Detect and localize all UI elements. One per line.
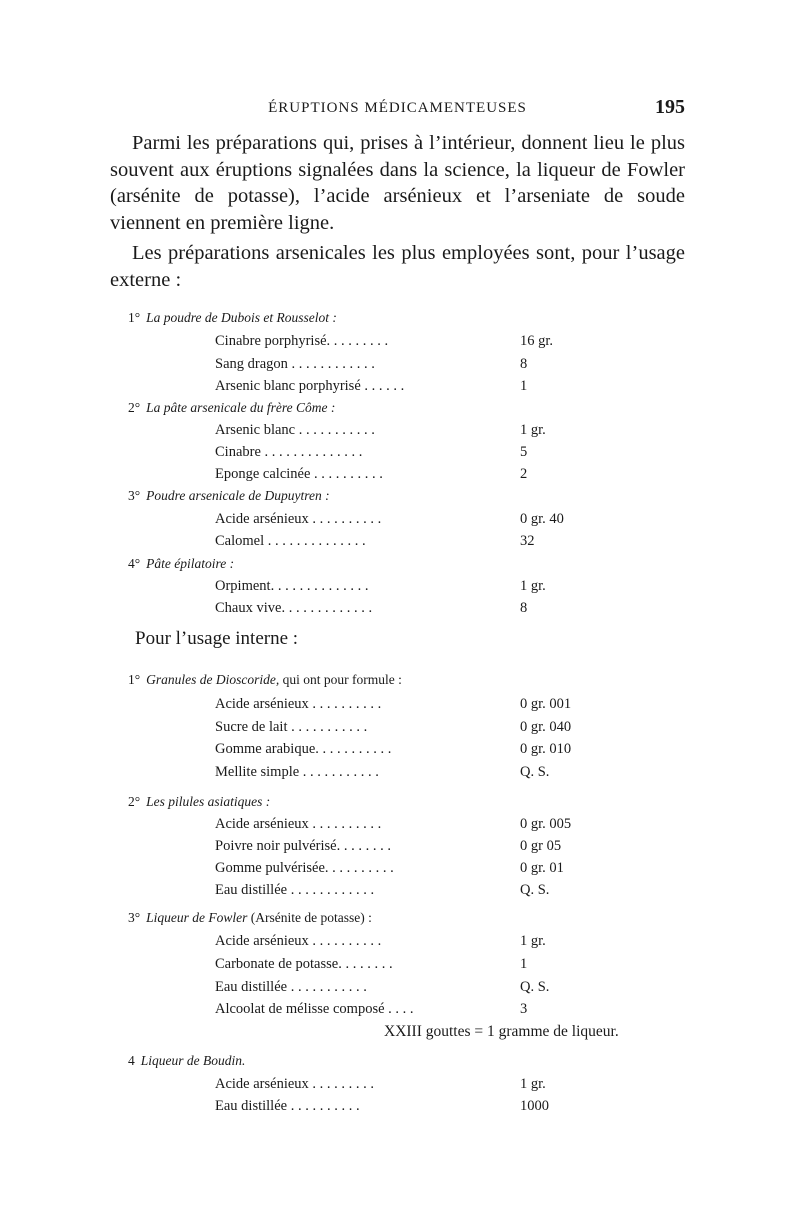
recipe-heading: 1° Granules de Dioscoride, qui ont pour formule : — [128, 672, 402, 687]
ingredient-row: Orpiment. . . . . . . . . . . . . . 1 gr. — [215, 578, 546, 594]
page-number: 195 — [655, 96, 685, 118]
ingredient-row: Carbonate de potasse. . . . . . . . 1 — [215, 956, 528, 972]
recipe-heading: 3° Liqueur de Fowler (Arsénite de potasse) : — [128, 910, 372, 925]
ingredient-row: Acide arsénieux . . . . . . . . . . 0 gr. 005 — [215, 816, 572, 832]
section-subheading: Pour l’usage interne : — [135, 628, 299, 649]
ingredient-row: Arsenic blanc porphyrisé . . . . . . 1 — [215, 378, 528, 394]
ingredient-row: Eau distillée . . . . . . . . . . 1000 — [215, 1098, 549, 1114]
ingredient-row: Arsenic blanc . . . . . . . . . . . 1 gr. — [215, 422, 546, 438]
formula-note: XXIII gouttes = 1 gramme de liqueur. — [384, 1023, 619, 1040]
ingredient-row: Alcoolat de mélisse composé . . . . 3 — [215, 1001, 528, 1017]
page-header — [110, 94, 685, 124]
intro-paragraph-2: Les préparations arsenicales les plus employées sont, pour l’usage externe : — [110, 242, 685, 291]
ingredient-row: Acide arsénieux . . . . . . . . . . 0 gr. 40 — [215, 511, 564, 527]
recipe-heading: 4 Liqueur de Boudin. — [128, 1053, 246, 1068]
ingredient-row: Gomme pulvérisée. . . . . . . . . . 0 gr. 01 — [215, 860, 564, 876]
recipe-heading: 4° Pâte épilatoire : — [128, 556, 235, 571]
ingredient-row: Acide arsénieux . . . . . . . . . 1 gr. — [215, 1076, 546, 1092]
intro-paragraph-1: Parmi les préparations qui, prises à l’intérieur, donnent lieu le plus souvent aux éruptions signalées dans la science, la liqueur de Fowler (arsénite de potasse), l’acide arsénieux et l’arseniate de soude viennent en première ligne. — [110, 132, 685, 234]
ingredient-row: Gomme arabique. . . . . . . . . . . 0 gr. 010 — [215, 741, 572, 757]
ingredient-row: Cinabre . . . . . . . . . . . . . . 5 — [215, 444, 528, 460]
ingredient-row: Chaux vive. . . . . . . . . . . . . 8 — [215, 600, 528, 616]
ingredient-row: Eau distillée . . . . . . . . . . . Q. S. — [215, 979, 550, 995]
ingredient-row: Sang dragon . . . . . . . . . . . . 8 — [215, 356, 528, 372]
ingredient-row: Sucre de lait . . . . . . . . . . . 0 gr. 040 — [215, 719, 572, 735]
ingredient-row: Eponge calcinée . . . . . . . . . . 2 — [215, 466, 528, 482]
recipe-heading: 3° Poudre arsenicale de Dupuytren : — [128, 488, 330, 503]
running-title: ÉRUPTIONS MÉDICAMENTEUSES — [268, 100, 527, 116]
ingredient-row: Eau distillée . . . . . . . . . . . . Q. S. — [215, 882, 550, 898]
ingredient-row: Mellite simple . . . . . . . . . . . Q. S. — [215, 764, 550, 780]
recipe-heading: 2° Les pilules asiatiques : — [128, 794, 271, 809]
ingredient-row: Acide arsénieux . . . . . . . . . . 0 gr. 001 — [215, 696, 572, 712]
recipe-heading: 2° La pâte arsenicale du frère Côme : — [128, 400, 336, 415]
ingredient-row: Acide arsénieux . . . . . . . . . . 1 gr. — [215, 933, 546, 949]
recipe-heading: 1° La poudre de Dubois et Rousselot : — [128, 310, 337, 325]
ingredient-row: Cinabre porphyrisé. . . . . . . . . 16 gr. — [215, 333, 554, 349]
ingredient-row: Poivre noir pulvérisé. . . . . . . . 0 gr 05 — [215, 838, 562, 854]
ingredient-row: Calomel . . . . . . . . . . . . . . 32 — [215, 533, 535, 549]
